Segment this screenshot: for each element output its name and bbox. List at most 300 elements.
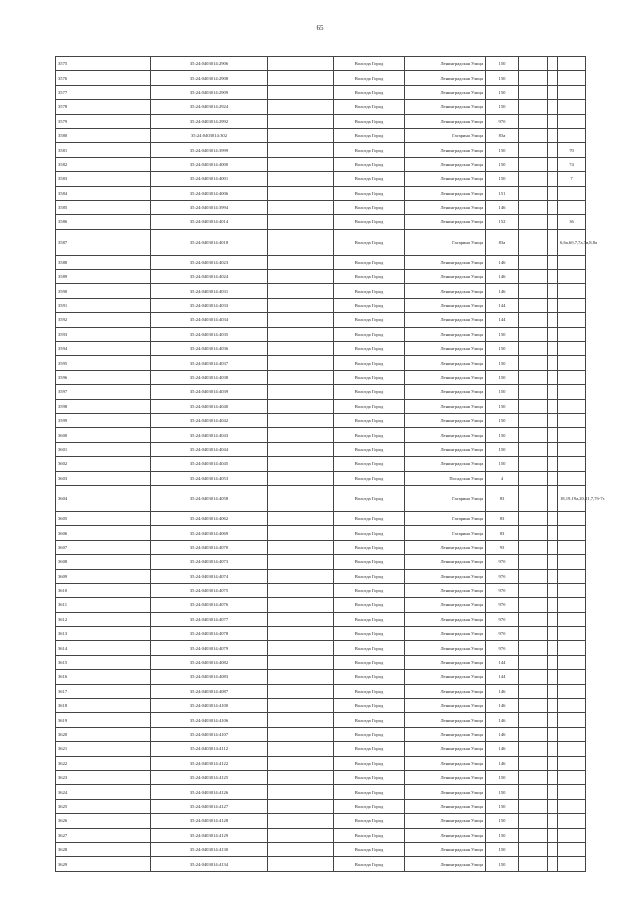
- row-number-cell: 3594: [56, 342, 151, 356]
- apartment-cell: [558, 713, 586, 727]
- row-number-cell: 3623: [56, 770, 151, 784]
- house-number-cell: 144: [486, 670, 519, 684]
- house-number-cell: 144: [486, 655, 519, 669]
- table-row: [56, 598, 586, 612]
- street-cell: Ленинградская Улица: [405, 583, 486, 597]
- blank-cell: [519, 413, 548, 427]
- blank-cell: [268, 742, 334, 756]
- blank-cell: [519, 655, 548, 669]
- city-cell: Вологда Город: [334, 857, 405, 871]
- street-cell: Ленинградская Улица: [405, 114, 486, 128]
- street-cell: Ленинградская Улица: [405, 742, 486, 756]
- blank-cell: [519, 71, 548, 85]
- blank-cell: [548, 413, 558, 427]
- apartment-cell: [558, 828, 586, 842]
- street-cell: Ленинградская Улица: [405, 713, 486, 727]
- apartment-cell: [558, 540, 586, 554]
- table-row: [56, 399, 586, 413]
- blank-cell: [548, 186, 558, 200]
- blank-cell: [268, 128, 334, 142]
- city-cell: Вологда Город: [334, 612, 405, 626]
- blank-cell: [548, 842, 558, 856]
- apartment-cell: [558, 399, 586, 413]
- cadastral-number-cell: 35:24:0403014:4018: [151, 229, 268, 255]
- blank-cell: [519, 641, 548, 655]
- blank-cell: [519, 428, 548, 442]
- blank-cell: [268, 313, 334, 327]
- blank-cell: [519, 598, 548, 612]
- city-cell: Вологда Город: [334, 229, 405, 255]
- cadastral-number-cell: 35:24:0403014:4127: [151, 799, 268, 813]
- cadastral-number-cell: 35:24:0403014:4038: [151, 370, 268, 384]
- house-number-cell: 146: [486, 684, 519, 698]
- table-row: [56, 655, 586, 669]
- city-cell: Вологда Город: [334, 385, 405, 399]
- row-number-cell: 3599: [56, 413, 151, 427]
- street-cell: Ленинградская Улица: [405, 85, 486, 99]
- cadastral-number-cell: 35:24:0403014:2906: [151, 57, 268, 71]
- blank-cell: [268, 298, 334, 312]
- cadastral-number-cell: 35:24:0403014:2909: [151, 85, 268, 99]
- blank-cell: [268, 57, 334, 71]
- row-number-cell: 3621: [56, 742, 151, 756]
- city-cell: Вологда Город: [334, 370, 405, 384]
- cadastral-number-cell: 35:24:0403014:4040: [151, 399, 268, 413]
- blank-cell: [268, 540, 334, 554]
- city-cell: Вологда Город: [334, 828, 405, 842]
- page-number: 65: [316, 24, 324, 32]
- city-cell: Вологда Город: [334, 284, 405, 298]
- blank-cell: [519, 569, 548, 583]
- street-cell: Гагарина Улица: [405, 485, 486, 511]
- blank-cell: [548, 627, 558, 641]
- cadastral-number-cell: 35:24:0403014:4024: [151, 270, 268, 284]
- city-cell: Вологда Город: [334, 627, 405, 641]
- row-number-cell: 3580: [56, 128, 151, 142]
- row-number-cell: 3602: [56, 457, 151, 471]
- apartment-cell: [558, 684, 586, 698]
- blank-cell: [519, 442, 548, 456]
- blank-cell: [548, 342, 558, 356]
- blank-cell: [268, 627, 334, 641]
- blank-cell: [548, 157, 558, 171]
- row-number-cell: 3590: [56, 284, 151, 298]
- row-number-cell: 3601: [56, 442, 151, 456]
- city-cell: Вологда Город: [334, 785, 405, 799]
- row-number-cell: 3624: [56, 785, 151, 799]
- blank-cell: [268, 200, 334, 214]
- street-cell: Ленинградская Улица: [405, 857, 486, 871]
- house-number-cell: 150: [486, 442, 519, 456]
- blank-cell: [268, 799, 334, 813]
- city-cell: Вологда Город: [334, 215, 405, 229]
- row-number-cell: 3626: [56, 814, 151, 828]
- cadastral-number-cell: 35:24:0403014:4053: [151, 471, 268, 485]
- apartment-cell: 70: [558, 143, 586, 157]
- street-cell: Ленинградская Улица: [405, 555, 486, 569]
- blank-cell: [268, 555, 334, 569]
- blank-cell: [268, 270, 334, 284]
- row-number-cell: 3612: [56, 612, 151, 626]
- row-number-cell: 3614: [56, 641, 151, 655]
- table-row: [56, 727, 586, 741]
- blank-cell: [519, 540, 548, 554]
- cadastral-number-cell: 35:24:0403014:4078: [151, 627, 268, 641]
- city-cell: Вологда Город: [334, 114, 405, 128]
- blank-cell: [519, 85, 548, 99]
- cadastral-number-cell: 35:24:0403014:2908: [151, 71, 268, 85]
- house-number-cell: 150: [486, 327, 519, 341]
- apartment-cell: [558, 785, 586, 799]
- street-cell: Ленинградская Улица: [405, 186, 486, 200]
- blank-cell: [268, 442, 334, 456]
- table-row: [56, 85, 586, 99]
- blank-cell: [519, 370, 548, 384]
- apartment-cell: [558, 85, 586, 99]
- table-row: [56, 457, 586, 471]
- apartment-cell: [558, 71, 586, 85]
- blank-cell: [268, 814, 334, 828]
- table-row: [56, 442, 586, 456]
- blank-cell: [268, 598, 334, 612]
- blank-cell: [268, 143, 334, 157]
- street-cell: Ленинградская Улица: [405, 828, 486, 842]
- row-number-cell: 3581: [56, 143, 151, 157]
- house-number-cell: 150: [486, 413, 519, 427]
- house-number-cell: 4: [486, 471, 519, 485]
- blank-cell: [268, 842, 334, 856]
- cadastral-number-cell: 35:24:0403014:4134: [151, 857, 268, 871]
- row-number-cell: 3589: [56, 270, 151, 284]
- row-number-cell: 3618: [56, 699, 151, 713]
- house-number-cell: 146: [486, 742, 519, 756]
- city-cell: Вологда Город: [334, 270, 405, 284]
- blank-cell: [548, 298, 558, 312]
- house-number-cell: 150: [486, 385, 519, 399]
- blank-cell: [268, 670, 334, 684]
- house-number-cell: 144: [486, 313, 519, 327]
- house-number-cell: 97б: [486, 583, 519, 597]
- cadastral-number-cell: 35:24:0403014:4001: [151, 172, 268, 186]
- street-cell: Гагарина Улица: [405, 128, 486, 142]
- city-cell: Вологда Город: [334, 457, 405, 471]
- city-cell: Вологда Город: [334, 569, 405, 583]
- blank-cell: [268, 413, 334, 427]
- table-row: [56, 71, 586, 85]
- city-cell: Вологда Город: [334, 442, 405, 456]
- table-row: [56, 670, 586, 684]
- street-cell: Гагарина Улица: [405, 229, 486, 255]
- blank-cell: [548, 526, 558, 540]
- row-number-cell: 3617: [56, 684, 151, 698]
- blank-cell: [519, 298, 548, 312]
- house-number-cell: 150: [486, 785, 519, 799]
- city-cell: Вологда Город: [334, 255, 405, 269]
- house-number-cell: 146: [486, 284, 519, 298]
- blank-cell: [548, 756, 558, 770]
- blank-cell: [548, 215, 558, 229]
- row-number-cell: 3578: [56, 100, 151, 114]
- house-number-cell: 83: [486, 485, 519, 511]
- blank-cell: [268, 342, 334, 356]
- row-number-cell: 3585: [56, 200, 151, 214]
- apartment-cell: [558, 699, 586, 713]
- blank-cell: [519, 128, 548, 142]
- blank-cell: [519, 670, 548, 684]
- house-number-cell: 97б: [486, 641, 519, 655]
- apartment-cell: [558, 200, 586, 214]
- blank-cell: [268, 699, 334, 713]
- apartment-cell: [558, 770, 586, 784]
- blank-cell: [268, 655, 334, 669]
- city-cell: Вологда Город: [334, 713, 405, 727]
- blank-cell: [548, 172, 558, 186]
- blank-cell: [519, 457, 548, 471]
- row-number-cell: 3604: [56, 485, 151, 511]
- blank-cell: [268, 828, 334, 842]
- city-cell: Вологда Город: [334, 172, 405, 186]
- blank-cell: [519, 342, 548, 356]
- property-registry-table: [55, 56, 605, 872]
- blank-cell: [519, 471, 548, 485]
- house-number-cell: 93: [486, 540, 519, 554]
- blank-cell: [519, 385, 548, 399]
- street-cell: Ленинградская Улица: [405, 785, 486, 799]
- city-cell: Вологда Город: [334, 85, 405, 99]
- blank-cell: [548, 370, 558, 384]
- blank-cell: [548, 229, 558, 255]
- blank-cell: [519, 770, 548, 784]
- blank-cell: [519, 526, 548, 540]
- blank-cell: [548, 770, 558, 784]
- house-number-cell: 150: [486, 71, 519, 85]
- blank-cell: [519, 215, 548, 229]
- blank-cell: [519, 485, 548, 511]
- row-number-cell: 3595: [56, 356, 151, 370]
- blank-cell: [519, 727, 548, 741]
- cadastral-number-cell: 35:24:0403014:4037: [151, 356, 268, 370]
- blank-cell: [548, 569, 558, 583]
- blank-cell: [519, 583, 548, 597]
- city-cell: Вологда Город: [334, 742, 405, 756]
- blank-cell: [548, 284, 558, 298]
- row-number-cell: 3598: [56, 399, 151, 413]
- cadastral-number-cell: 35:24:0403014:302: [151, 128, 268, 142]
- row-number-cell: 3596: [56, 370, 151, 384]
- blank-cell: [548, 270, 558, 284]
- apartment-cell: [558, 857, 586, 871]
- city-cell: Вологда Город: [334, 756, 405, 770]
- house-number-cell: 150: [486, 157, 519, 171]
- table-row: [56, 828, 586, 842]
- street-cell: Ленинградская Улица: [405, 399, 486, 413]
- registry-body: [56, 57, 605, 872]
- table-row: [56, 370, 586, 384]
- blank-cell: [268, 569, 334, 583]
- blank-cell: [519, 799, 548, 813]
- table-row: [56, 485, 586, 511]
- house-number-cell: 97б: [486, 114, 519, 128]
- house-number-cell: 150: [486, 85, 519, 99]
- table-row: [56, 511, 586, 525]
- apartment-cell: [558, 457, 586, 471]
- cadastral-number-cell: 35:24:0403014:4069: [151, 526, 268, 540]
- street-cell: Ленинградская Улица: [405, 612, 486, 626]
- cadastral-number-cell: 35:24:0403014:4039: [151, 385, 268, 399]
- blank-cell: [268, 641, 334, 655]
- table-row: [56, 143, 586, 157]
- blank-cell: [519, 186, 548, 200]
- blank-cell: [519, 814, 548, 828]
- table-row: [56, 428, 586, 442]
- house-number-cell: 146: [486, 727, 519, 741]
- blank-cell: [519, 229, 548, 255]
- street-cell: Ленинградская Улица: [405, 540, 486, 554]
- apartment-cell: [558, 413, 586, 427]
- blank-cell: [548, 442, 558, 456]
- house-number-cell: 150: [486, 370, 519, 384]
- cadastral-number-cell: 35:24:0403014:2992: [151, 114, 268, 128]
- street-cell: Ленинградская Улица: [405, 342, 486, 356]
- city-cell: Вологда Город: [334, 684, 405, 698]
- apartment-cell: [558, 186, 586, 200]
- blank-cell: [519, 828, 548, 842]
- house-number-cell: 150: [486, 799, 519, 813]
- blank-cell: [548, 785, 558, 799]
- cadastral-number-cell: 35:24:0403014:4042: [151, 413, 268, 427]
- apartment-cell: [558, 742, 586, 756]
- row-number-cell: 3592: [56, 313, 151, 327]
- apartment-cell: [558, 57, 586, 71]
- house-number-cell: 152: [486, 215, 519, 229]
- street-cell: Ленинградская Улица: [405, 298, 486, 312]
- street-cell: Ленинградская Улица: [405, 428, 486, 442]
- city-cell: Вологда Город: [334, 485, 405, 511]
- street-cell: Ленинградская Улица: [405, 457, 486, 471]
- blank-cell: [268, 583, 334, 597]
- cadastral-number-cell: 35:24:0403014:4112: [151, 742, 268, 756]
- row-number-cell: 3619: [56, 713, 151, 727]
- city-cell: Вологда Город: [334, 699, 405, 713]
- city-cell: Вологда Город: [334, 100, 405, 114]
- table-row: [56, 114, 586, 128]
- street-cell: Ленинградская Улица: [405, 814, 486, 828]
- cadastral-number-cell: 35:24:0403014:4044: [151, 442, 268, 456]
- blank-cell: [268, 471, 334, 485]
- apartment-cell: [558, 114, 586, 128]
- city-cell: Вологда Город: [334, 399, 405, 413]
- cadastral-number-cell: 35:24:0403014:4125: [151, 770, 268, 784]
- table-row: [56, 471, 586, 485]
- table-row: [56, 215, 586, 229]
- house-number-cell: 150: [486, 342, 519, 356]
- city-cell: Вологда Город: [334, 555, 405, 569]
- house-number-cell: 150: [486, 857, 519, 871]
- house-number-cell: 146: [486, 270, 519, 284]
- street-cell: Ленинградская Улица: [405, 313, 486, 327]
- row-number-cell: 3629: [56, 857, 151, 871]
- blank-cell: [268, 114, 334, 128]
- blank-cell: [548, 85, 558, 99]
- blank-cell: [548, 200, 558, 214]
- blank-cell: [519, 555, 548, 569]
- row-number-cell: 3586: [56, 215, 151, 229]
- apartment-cell: [558, 298, 586, 312]
- row-number-cell: 3620: [56, 727, 151, 741]
- cadastral-number-cell: 35:24:0403014:2924: [151, 100, 268, 114]
- cadastral-number-cell: 35:24:0403014:4076: [151, 598, 268, 612]
- row-number-cell: 3582: [56, 157, 151, 171]
- blank-cell: [519, 172, 548, 186]
- apartment-cell: [558, 442, 586, 456]
- blank-cell: [548, 128, 558, 142]
- blank-cell: [519, 157, 548, 171]
- blank-cell: [268, 157, 334, 171]
- cadastral-number-cell: 35:24:0403014:4000: [151, 157, 268, 171]
- cadastral-number-cell: 35:24:0403014:4074: [151, 569, 268, 583]
- row-number-cell: 3611: [56, 598, 151, 612]
- blank-cell: [519, 327, 548, 341]
- blank-cell: [268, 684, 334, 698]
- house-number-cell: 97б: [486, 627, 519, 641]
- blank-cell: [548, 598, 558, 612]
- street-cell: Ленинградская Улица: [405, 100, 486, 114]
- blank-cell: [519, 57, 548, 71]
- cadastral-number-cell: 35:24:0403014:4083: [151, 670, 268, 684]
- table-row: [56, 770, 586, 784]
- house-number-cell: 150: [486, 828, 519, 842]
- blank-cell: [548, 100, 558, 114]
- city-cell: Вологда Город: [334, 71, 405, 85]
- cadastral-number-cell: 35:24:0403014:4033: [151, 298, 268, 312]
- city-cell: Вологда Город: [334, 313, 405, 327]
- table-row: [56, 186, 586, 200]
- city-cell: Вологда Город: [334, 143, 405, 157]
- city-cell: Вологда Город: [334, 356, 405, 370]
- apartment-cell: [558, 670, 586, 684]
- blank-cell: [519, 270, 548, 284]
- street-cell: Ленинградская Улица: [405, 200, 486, 214]
- cadastral-number-cell: 35:24:0403014:4107: [151, 727, 268, 741]
- house-number-cell: 150: [486, 356, 519, 370]
- house-number-cell: 150: [486, 428, 519, 442]
- street-cell: Ленинградская Улица: [405, 215, 486, 229]
- street-cell: Ленинградская Улица: [405, 71, 486, 85]
- street-cell: Ленинградская Улица: [405, 842, 486, 856]
- apartment-cell: [558, 356, 586, 370]
- row-number-cell: 3577: [56, 85, 151, 99]
- city-cell: Вологда Город: [334, 200, 405, 214]
- apartment-cell: [558, 569, 586, 583]
- blank-cell: [519, 100, 548, 114]
- table-row: [56, 100, 586, 114]
- blank-cell: [548, 143, 558, 157]
- blank-cell: [268, 713, 334, 727]
- apartment-cell: [558, 799, 586, 813]
- blank-cell: [519, 356, 548, 370]
- table-row: [56, 342, 586, 356]
- blank-cell: [548, 71, 558, 85]
- apartment-cell: [558, 555, 586, 569]
- table-row: [56, 200, 586, 214]
- cadastral-number-cell: 35:24:0403014:4035: [151, 327, 268, 341]
- row-number-cell: 3600: [56, 428, 151, 442]
- row-number-cell: 3615: [56, 655, 151, 669]
- blank-cell: [548, 428, 558, 442]
- blank-cell: [548, 684, 558, 698]
- street-cell: Ленинградская Улица: [405, 143, 486, 157]
- blank-cell: [548, 114, 558, 128]
